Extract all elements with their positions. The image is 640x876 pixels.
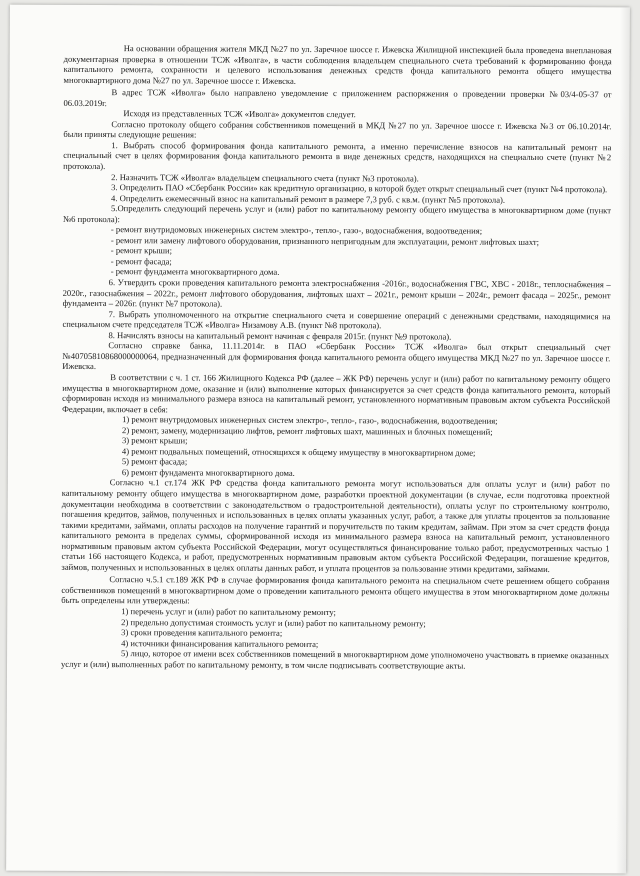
paragraph: В адрес ТСЖ «Иволга» было направлено уведомление с приложением распоряжения о проведении проверки №03/4-05-37 от 06.03.2019г. <box>63 87 612 108</box>
paragraph: 8. Начислять взносы на капитальный ремонт начиная с февраля 2015г. (пункт №9 протокола). <box>108 329 452 342</box>
list-item: - ремонт или замену лифтового оборудования, признанного непригодным для эксплуатации, ремонт лифтовых шахт; <box>110 234 540 247</box>
paragraph: 1. Выбрать способ формирования фонда капитального ремонта, а именно перечисление взносов на капитальный ремонт на специальный счет в целях формирования фонда капитального ремонта в виде денежных средств, находящихся на специально счете (пункт №2 протокола). <box>63 140 612 172</box>
list-item: 3) ремонт крыши; <box>121 435 188 446</box>
list-item: - ремонт внутридомовых инженерных систем электро-, тепло-, газо-, водоснабжения, водоотведения; <box>110 224 483 237</box>
list-item: 3) сроки проведения капитального ремонта; <box>121 627 283 638</box>
document-page <box>6 5 630 874</box>
list-item: 1) ремонт внутридомовых инженерных систем электро-, тепло-, газо-, водоснабжения, водоотведения; <box>122 414 498 426</box>
page-edge-shadow <box>616 7 630 873</box>
list-item: - ремонт крыши; <box>110 245 173 256</box>
list-item: 2) предельно допустимая стоимость услуг и (или) работ по капитальному ремонту; <box>121 616 426 629</box>
list-item: - ремонт фасада; <box>110 256 172 267</box>
list-item: 2) ремонт, замену, модернизацию лифтов, ремонт лифтовых шахт, машинных и блочных помещений; <box>122 424 493 437</box>
paragraph: Согласно справке банка, 11.11.2014г. в ПАО «Сбербанк России» ТСЖ «Иволга» был открыт специальный счет №40705810868000000064, предназначенный для формирования фонда капитального ремонта общего имущества МКД №27 по ул. Заречное шоссе г. Ижевска. <box>62 340 611 372</box>
list-item: 4) источники финансирования капитального ремонта; <box>121 637 319 649</box>
paragraph: Согласно протоколу общего собрания собственников помещений в МКД №27 по ул. Заречное шоссе г. Ижевска №3 от 06.10.2014г. были приняты следующие решения: <box>63 118 612 140</box>
list-item: 5) лицо, которое от имени всех собственников помещений в многоквартирном доме уполномочено участвовать в приемке оказанных услуг и (или) выполненных работ по капитальному ремонту, в том числе подписывать соответствующие акты. <box>60 648 610 671</box>
list-item: 6) ремонт фундамента многоквартирного дома. <box>121 467 295 478</box>
paragraph: На основании обращения жителя МКД №27 по ул. Заречное шоссе г. Ижевска Жилищной инспекцией была проведена внеплановая документарная проверка в отношении ТСЖ «Иволга», в части соблюдения владельцем специального счета требований к формированию фонда капитального ремонта, сохранности и целевого использования денежных средств фонда капитального ремонта общего имущества многоквартирного дома №27 по ул. Заречное шоссе г. Ижевска. <box>63 43 612 86</box>
paragraph: 3. Определить ПАО «Сбербанк России» как кредитную организацию, в которой будет открыт специальный счет (пункт №4 протокола). <box>111 182 608 195</box>
paragraph: 5.Определить следующий перечень услуг и (или) работ по капитальному ремонту общего имущества в многоквартирном доме (пункт №6 протокола): <box>62 203 612 224</box>
document-body <box>61 43 612 672</box>
paragraph: Исходя из представленных ТСЖ «Иволга» документов следует. <box>123 108 356 120</box>
list-item: 4) ремонт подвальных помещений, относящихся к общему имуществу в многоквартирном доме; <box>121 445 476 458</box>
list-item: 5) ремонт фасада; <box>121 456 188 467</box>
paragraph: 6. Утвердить сроки проведения капитального ремонта электроснабжения -2016г., водоснабжения ГВС, ХВС - 2018г., теплоснабжения – 2020г., газоснабжения – 2022г., ремонт лифтового оборудования, лифтовых шахт – 2021г., ремонт крыши – 2024г., ремонт фасада – 2025г., ремонт фундамента – 2026г. (пункт №7 протокола). <box>62 277 611 309</box>
paragraph: 4. Определить ежемесячный взнос на капитальный ремонт в размере 7,3 руб. с кв.м. (пункт №5 протокола). <box>111 192 506 205</box>
paragraph: Согласно ч.1 ст.174 ЖК РФ средства фонда капитального ремонта могут использоваться для оплаты услуг и (или) работ по капитальному ремонту общего имущества в многоквартирном доме, разработки проектной документации (в случае, если подготовка проектной документации необходима в соответствии с законодательством о градостроительной деятельности), оплаты услуг по строительному контролю, погашения кредитов, займов, полученных и использованных в целях оплаты указанных услуг, работ, а также для уплаты процентов за пользование такими кредитами, займами, оплаты расходов на получение гарантий и поручительств по таким кредитам, займам. При этом за счет средств фонда капитального ремонта в пределах суммы, сформированной исходя из минимального размера взноса на капитальный ремонт, установленного нормативным правовым актом субъекта Российской Федерации, могут осуществляться финансирование только работ, предусмотренных частью 1 статьи 166 настоящего Кодекса, и работ, предусмотренных нормативным правовым актом субъекта Российской Федерации, погашение кредитов, займов, полученных и использованных в целях оплаты данных работ, и уплата процентов за пользование этими кредитами, займами. <box>61 477 610 574</box>
paragraph: В соответствии с ч. 1 ст. 166 Жилищного Кодекса РФ (далее – ЖК РФ) перечень услуг и (или) работ по капитальному ремонту общего имущества в многоквартирном доме, оказание и (или) выполнение которых финансируется за счет средств фонда капитального ремонта, который сформирован исходя из минимального размера взноса на капитальный ремонт, установленного нормативным правовым актом субъекта Российской Федерации, включает в себя: <box>62 372 611 414</box>
paragraph: Согласно ч.5.1 ст.189 ЖК РФ в случае формирования фонда капитального ремонта на специальном счете решением общего собрания собственников помещений в многоквартирном доме о проведении капитального ремонта общего имущества в этом многоквартирном доме должны быть определены или утверждены: <box>61 574 610 606</box>
list-item: 1) перечень услуг и (или) работ по капитальному ремонту; <box>121 606 336 618</box>
list-item: - ремонт фундамента многоквартирного дома. <box>110 266 280 278</box>
paragraph: 2. Назначить ТСЖ «Иволга» владельцем специального счета (пункт №3 протокола). <box>111 171 419 183</box>
paragraph: 7. Выбрать уполномоченного на открытие специального счета и совершение операций с денежными средствами, находящимися на специальном счете председателя ТСЖ «Иволга» Низамову А.В. (пункт №8 протокола). <box>62 308 611 331</box>
